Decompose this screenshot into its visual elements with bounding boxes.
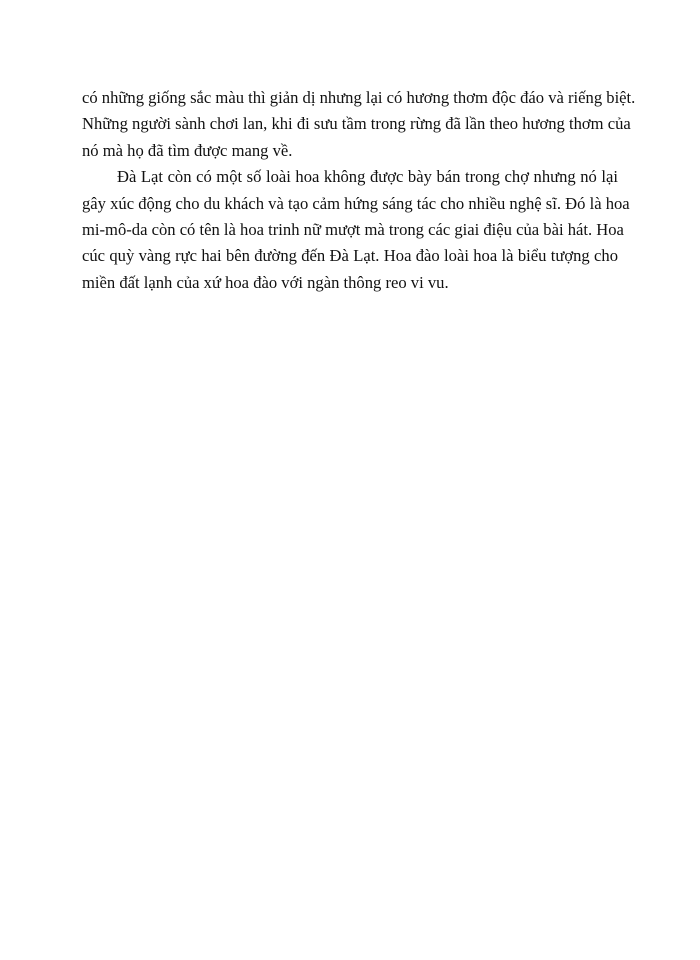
text-line: Những người sành chơi lan, khi đi sưu tầm trong rừng đã lần theo hương thơm của	[82, 114, 631, 134]
document-body	[82, 85, 636, 296]
text-line: mi-mô-da còn có tên là hoa trinh nữ mượt mà trong các giai điệu của bài hát. Hoa	[82, 219, 624, 239]
paragraph-orchid-fragrance	[82, 85, 636, 164]
text-line: miền đất lạnh của xứ hoa đào với ngàn thông reo vi vu.	[82, 272, 449, 292]
text-line: cúc quỳ vàng rực hai bên đường đến Đà Lạt. Hoa đào loài hoa là biểu tượng cho	[82, 246, 618, 266]
text-line: nó mà họ đã tìm được mang về.	[82, 140, 293, 160]
text-line: Đà Lạt còn có một số loài hoa không được bày bán trong chợ nhưng nó lại	[117, 167, 618, 187]
text-line: gây xúc động cho du khách và tạo cảm hứng sáng tác cho nhiều nghệ sĩ. Đó là hoa	[82, 193, 630, 213]
text-line: có những giống sắc màu thì giản dị nhưng lại có hương thơm độc đáo và riếng biệt.	[82, 88, 636, 107]
paragraph-dalat-flowers	[82, 164, 630, 296]
